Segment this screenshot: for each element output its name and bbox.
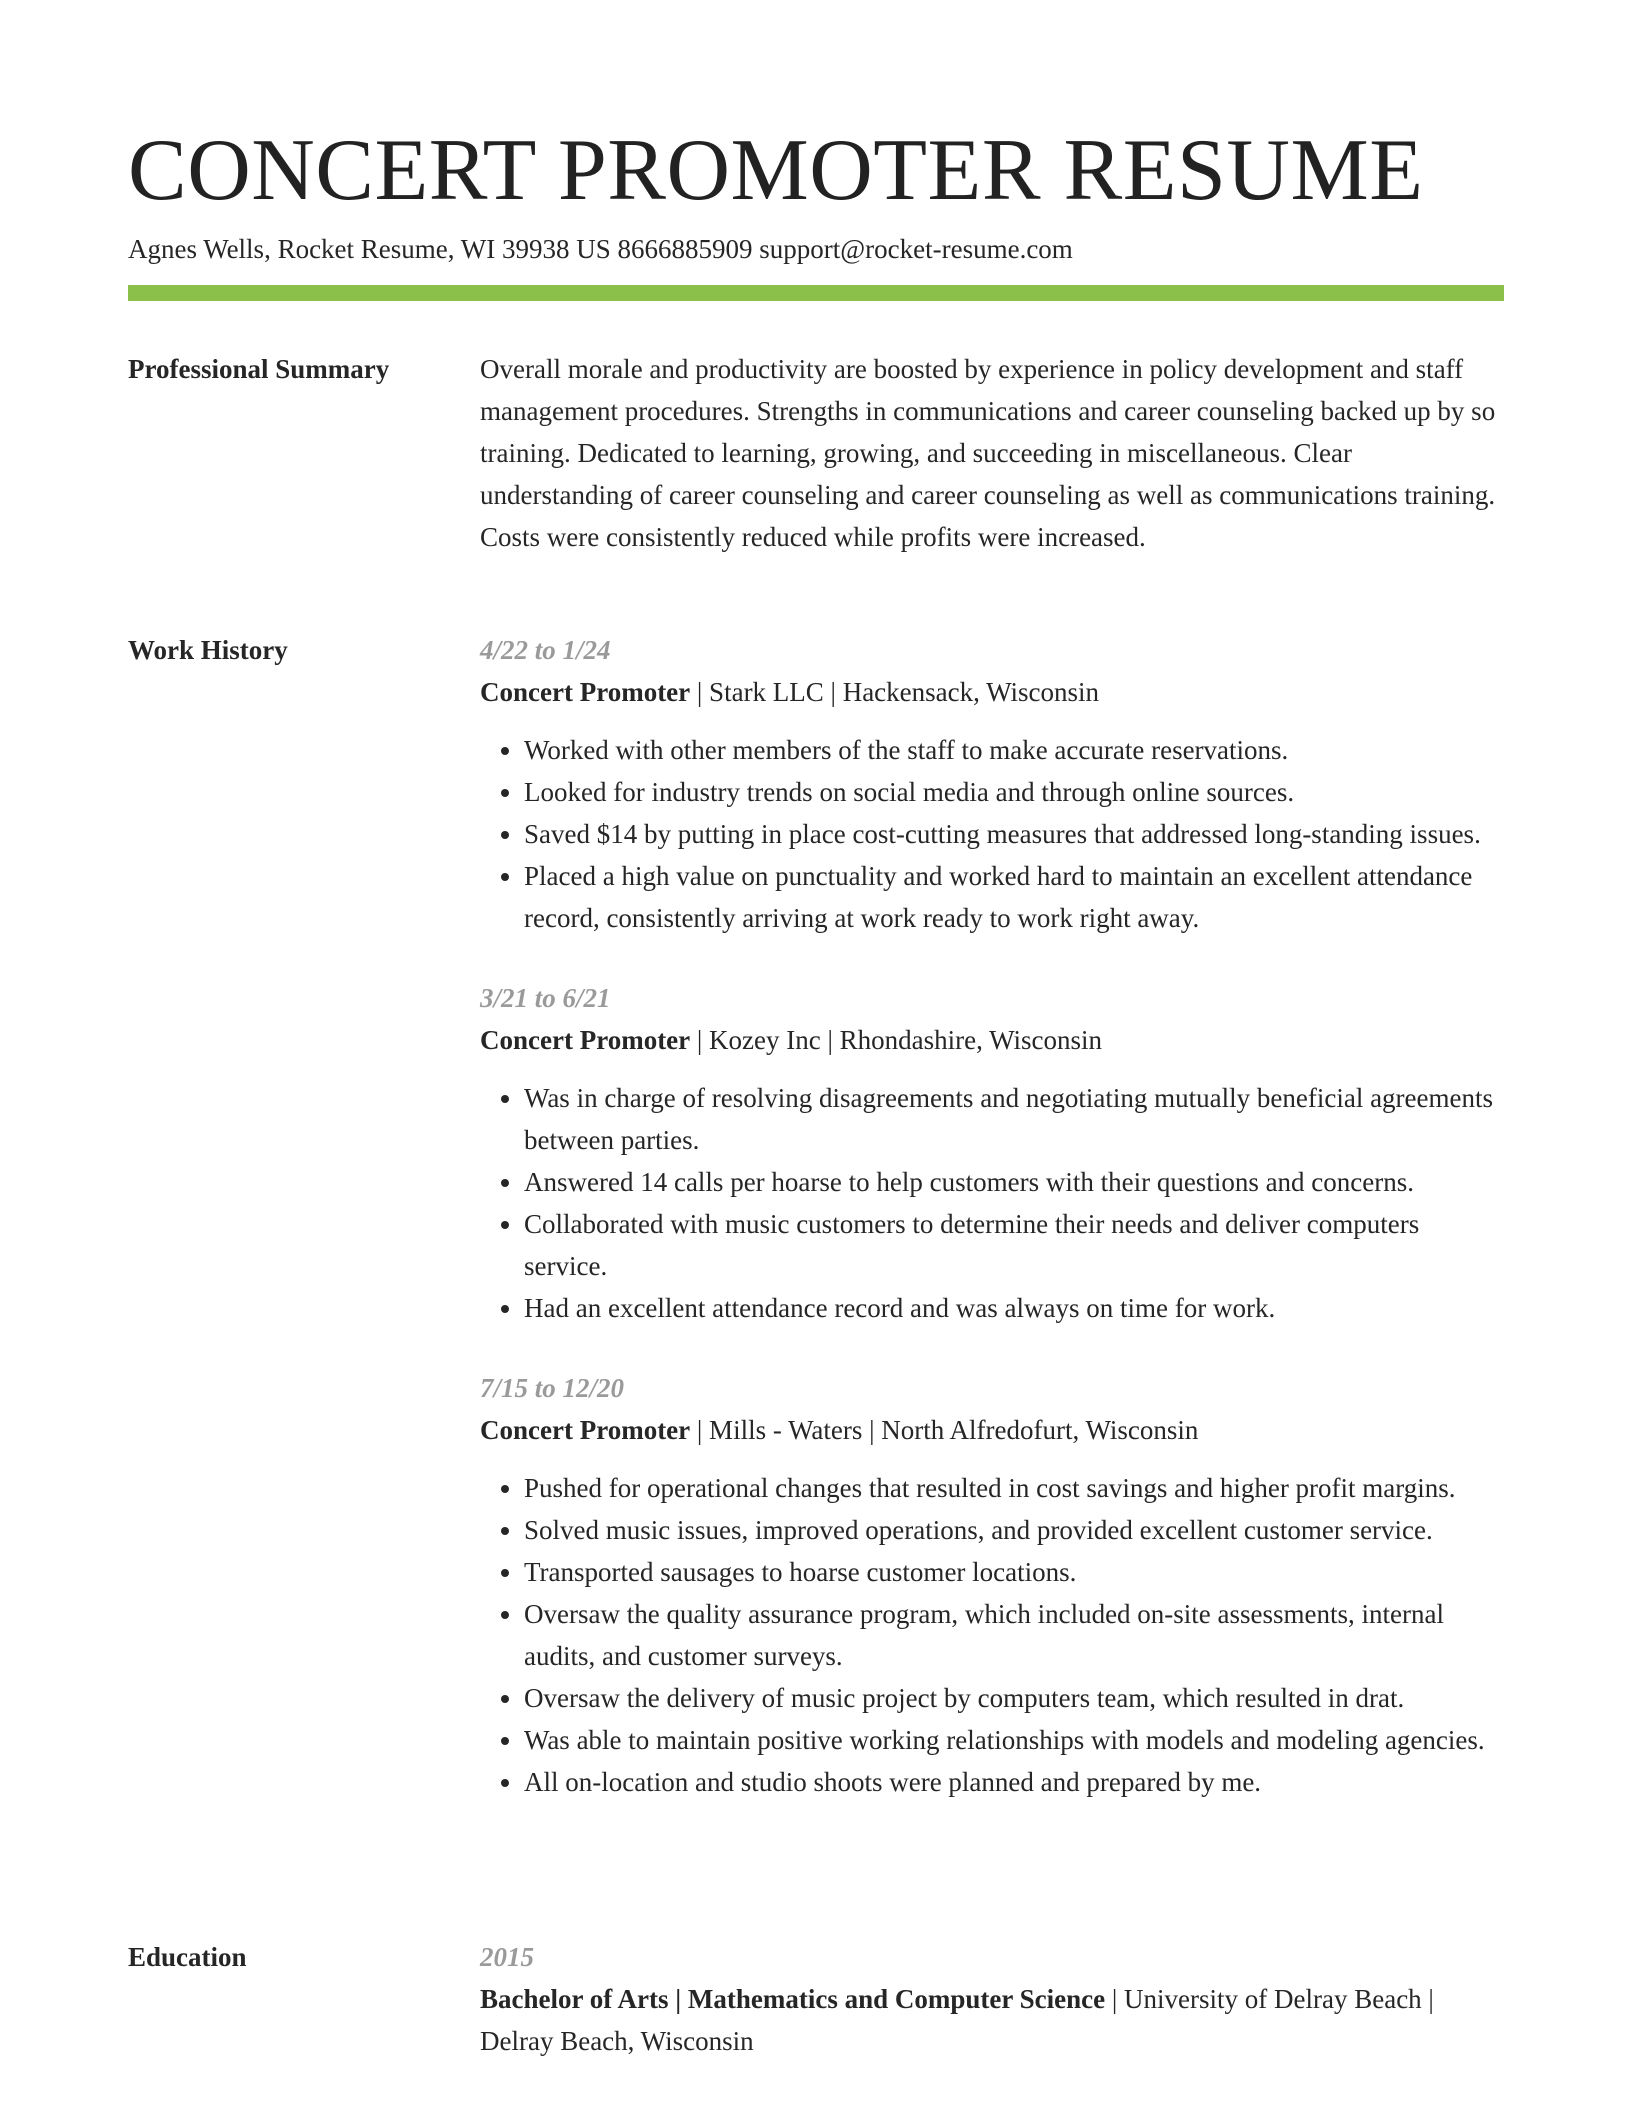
job-role: Concert Promoter — [480, 677, 691, 707]
list-item: • All on-location and studio shoots were planned and prepared by me. — [524, 1761, 1504, 1803]
resume-title: CONCERT PROMOTER RESUME — [128, 122, 1424, 219]
job-title-line — [480, 671, 1504, 713]
list-item: • Solved music issues, improved operations, and provided excellent customer service. — [524, 1509, 1504, 1551]
job-bullets — [480, 1077, 1504, 1329]
list-item: • Worked with other members of the staff to make accurate reservations. — [524, 729, 1504, 771]
summary-body — [480, 348, 1504, 558]
header-divider — [128, 285, 1504, 301]
list-item: • Transported sausages to hoarse customer locations. — [524, 1551, 1504, 1593]
job-bullets — [480, 729, 1504, 939]
list-item: • Pushed for operational changes that resulted in cost savings and higher profit margins. — [524, 1467, 1504, 1509]
education-line — [480, 1978, 1504, 2062]
job-entry — [480, 977, 1504, 1329]
section-label-summary: Professional Summary — [128, 354, 390, 384]
job-company-location: | Mills - Waters | North Alfredofurt, Wisconsin — [690, 1415, 1199, 1445]
job-dates: 4/22 to 1/24 — [480, 635, 611, 665]
work-history-body — [480, 629, 1504, 1803]
list-item: • Oversaw the quality assurance program, which included on-site assessments, internal audits, and customer surveys. — [524, 1593, 1504, 1677]
section-label-education: Education — [128, 1942, 247, 1972]
list-item: • Was in charge of resolving disagreements and negotiating mutually beneficial agreements between parties. — [524, 1077, 1504, 1161]
education-year: 2015 — [480, 1942, 534, 1972]
list-item: • Looked for industry trends on social media and through online sources. — [524, 771, 1504, 813]
contact-line: Agnes Wells, Rocket Resume, WI 39938 US 8666885909 support@rocket-resume.com — [128, 234, 1073, 264]
job-bullets — [480, 1467, 1504, 1803]
job-entry — [480, 1367, 1504, 1803]
education-school: | University of Delray Beach | Delray Beach, Wisconsin — [480, 1984, 1434, 2056]
list-item: • Answered 14 calls per hoarse to help customers with their questions and concerns. — [524, 1161, 1504, 1203]
education-degree: Bachelor of Arts | Mathematics and Computer Science — [480, 1984, 1106, 2014]
summary-text: Overall morale and productivity are boosted by experience in policy development and staff management procedures. Strengths in communications and career counseling backed up by so training. Dedicated to learning, growing, and succeeding in miscellaneous. Clear understanding of career counseling and career counseling as well as communications training. Costs were consistently reduced while profits were increased. — [480, 354, 1496, 552]
job-company-location: | Kozey Inc | Rhondashire, Wisconsin — [690, 1025, 1103, 1055]
list-item: • Oversaw the delivery of music project by computers team, which resulted in drat. — [524, 1677, 1504, 1719]
job-entry — [480, 629, 1504, 939]
list-item: • Had an excellent attendance record and was always on time for work. — [524, 1287, 1504, 1329]
section-label-work-history: Work History — [128, 635, 288, 665]
education-body — [480, 1936, 1504, 2062]
job-dates: 7/15 to 12/20 — [480, 1373, 625, 1403]
job-role: Concert Promoter — [480, 1025, 691, 1055]
list-item: • Collaborated with music customers to determine their needs and deliver computers service. — [524, 1203, 1504, 1287]
job-company-location: | Stark LLC | Hackensack, Wisconsin — [690, 677, 1100, 707]
list-item: • Was able to maintain positive working relationships with models and modeling agencies. — [524, 1719, 1504, 1761]
job-title-line — [480, 1409, 1504, 1451]
job-dates: 3/21 to 6/21 — [480, 983, 611, 1013]
job-role: Concert Promoter — [480, 1415, 691, 1445]
job-title-line — [480, 1019, 1504, 1061]
list-item: • Placed a high value on punctuality and worked hard to maintain an excellent attendance record, consistently arriving at work ready to work right away. — [524, 855, 1504, 939]
list-item: • Saved $14 by putting in place cost-cutting measures that addressed long-standing issues. — [524, 813, 1504, 855]
professional-summary-section — [128, 348, 1504, 598]
